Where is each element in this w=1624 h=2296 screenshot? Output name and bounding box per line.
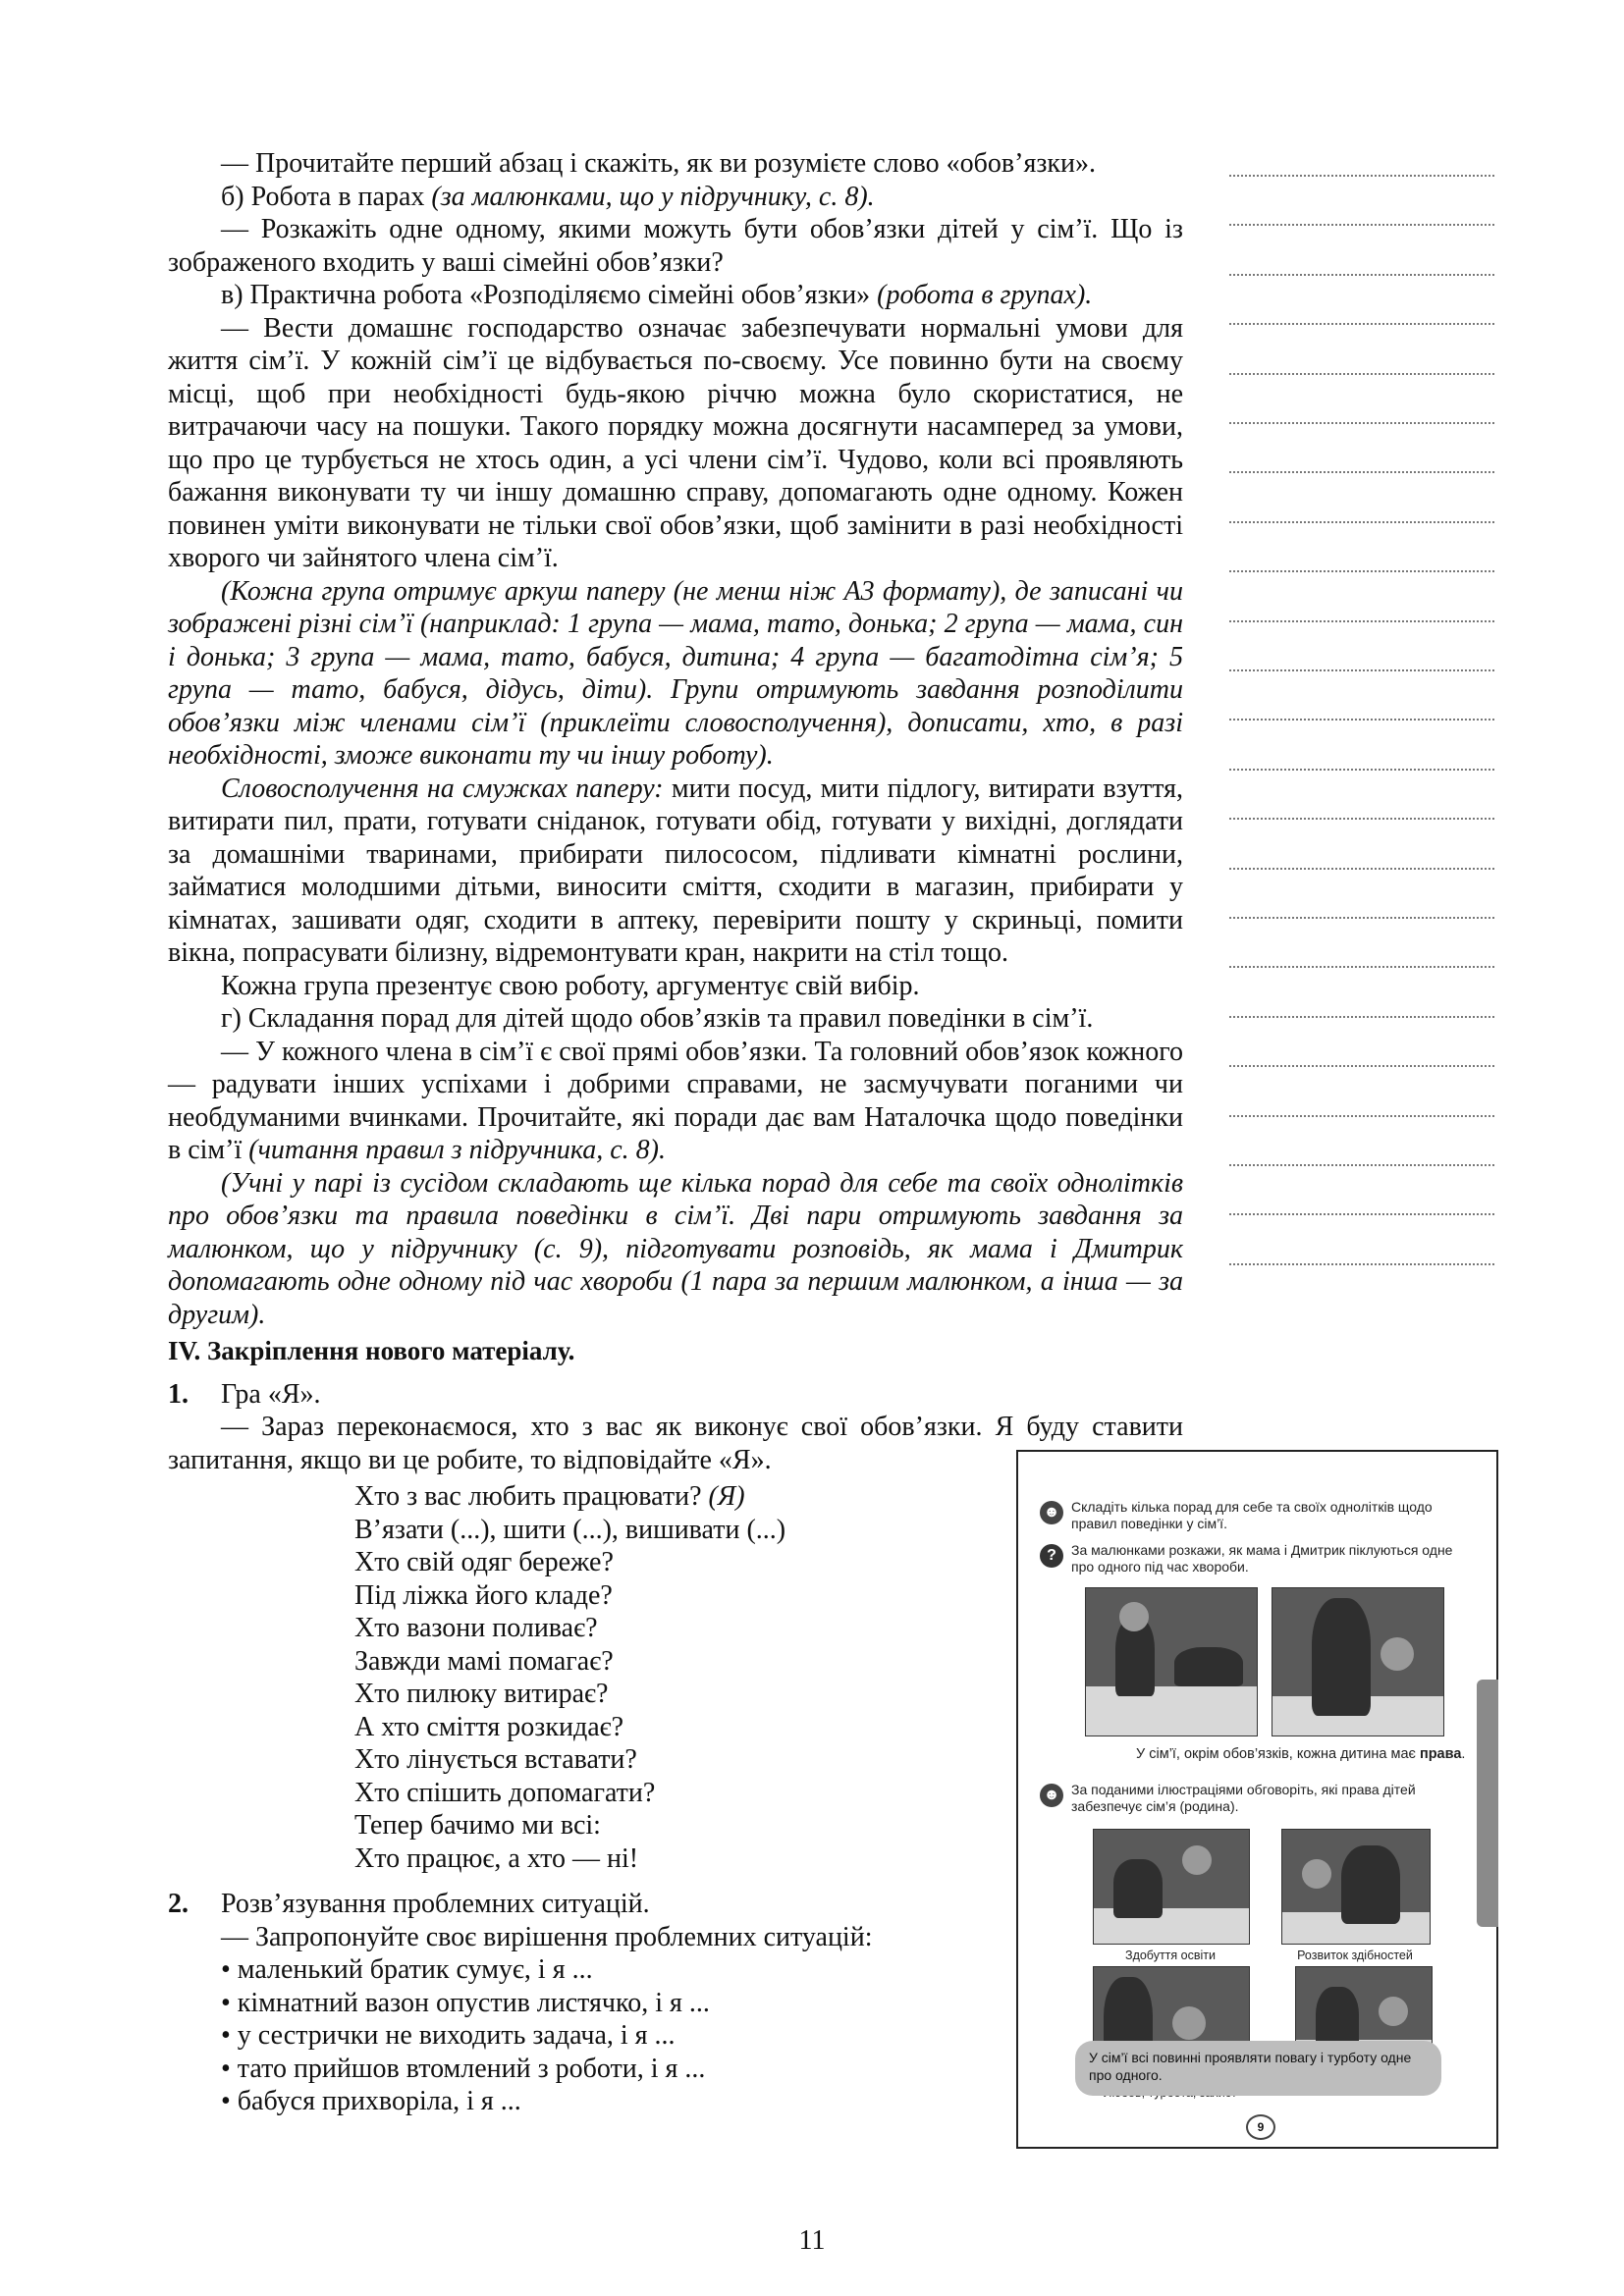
main-text-column xyxy=(168,147,1183,1476)
bullet-item: • у сестрички не виходить задача, і я ... xyxy=(221,2020,676,2051)
poem-line: Тепер бачимо ми всі: xyxy=(354,1810,601,1841)
bullet-item: • маленький братик сумує, і я ... xyxy=(221,1954,593,1985)
note-line xyxy=(1229,422,1494,424)
paragraph xyxy=(168,773,1183,970)
paragraph: — Розкажіть одне одному, якими можуть бути обов’язки дітей у сім’ї. Що із зображеного входить у ваші сімейні обов’язки? xyxy=(168,214,1183,278)
note-line xyxy=(1229,1213,1494,1215)
note-line xyxy=(1229,769,1494,771)
illustration-caption: Здобуття освіти xyxy=(1125,1949,1216,1962)
poem-text: Хто з вас любить працювати? xyxy=(354,1481,709,1512)
note-line xyxy=(1229,373,1494,375)
note-line xyxy=(1229,1016,1494,1018)
page-tab xyxy=(1477,1680,1498,1927)
illustration-development xyxy=(1281,1829,1431,1945)
text-run: У сім’ї, окрім обов’язків, кожна дитина має xyxy=(1136,1746,1420,1762)
note-line xyxy=(1229,620,1494,622)
item-number: 2. xyxy=(168,1889,189,1919)
section-heading: IV. Закріплення нового матеріалу. xyxy=(168,1336,575,1365)
task-text: За поданими ілюстраціями обговоріть, які права дітей забезпечує сім’я (родина). xyxy=(1071,1782,1416,1814)
note-line xyxy=(1229,1263,1494,1265)
paragraph: — Вести домашнє господарство означає забезпечувати нормальні умови для життя сім’ї. У кожній сім’ї це відбувається по-своєму. Усе повинно бути на своєму місці, щоб при необхідності будь-якою річчю можна було скористатися, не витрачаючи часу на пошуки. Такого порядку можна досягнути насамперед за умови, що про це турбується не хтось один, а усі члени сім’ї. Чудово, коли всі проявляють бажання виконувати ту чи іншу домашню справу, допомагають одне одному. Кожен повинен уміти виконувати не тільки свої обов’язки, щоб замінити в разі необхідності хворого чи зайнятого члена сім’ї. xyxy=(168,312,1183,573)
note-line xyxy=(1229,966,1494,968)
group-icon: ☻ xyxy=(1040,1501,1063,1524)
illustration-caring-mother xyxy=(1272,1587,1444,1736)
question-icon: ? xyxy=(1040,1544,1063,1568)
paragraph: — Прочитайте перший абзац і скажіть, як ви розумієте слово «обов’язки». xyxy=(221,148,1096,179)
bullet-item: • кімнатний вазон опустив листячко, і я ... xyxy=(221,1987,710,2018)
paragraph xyxy=(168,279,1183,312)
italic-text: (Учні у парі із сусідом складають ще кілька порад для себе та своїх однолітків про обов’язки та правила поведінки в сім’ї. Дві пари отримують завдання за малюнком, що у підручнику (с. 9), підготувати розповідь, як мама і Дмитрик допомагають одне одному під час хвороби (1 пара за першим малюнком, а інша — за другим). xyxy=(168,1167,1183,1330)
poem-line xyxy=(354,1480,983,1514)
illustration-sick-child xyxy=(1085,1587,1258,1736)
italic-text: (за малюнками, що у підручнику, с. 8). xyxy=(431,181,875,212)
text-run: в) Практична робота «Розподіляємо сімейні обов’язки» xyxy=(221,280,878,310)
item-number: 1. xyxy=(168,1378,189,1410)
paragraph xyxy=(168,1167,1183,1332)
note-line xyxy=(1229,274,1494,276)
bullet-item: • тато прийшов втомлений з роботи, і я ... xyxy=(221,2053,706,2084)
group-icon: ☻ xyxy=(1040,1784,1063,1807)
illustration-education xyxy=(1093,1829,1250,1945)
poem-line: Хто пилюку витирає? xyxy=(354,1679,609,1709)
bold-text: права xyxy=(1419,1746,1462,1762)
item-text: Гра «Я». xyxy=(221,1378,321,1410)
numbered-item xyxy=(168,1888,1012,1921)
note-line xyxy=(1229,471,1494,473)
poem-line: Хто лінується вставати? xyxy=(354,1744,637,1775)
poem-line: Під ліжка його кладе? xyxy=(354,1579,613,1611)
bullet-item: • бабуся прихворіла, і я ... xyxy=(221,2086,521,2116)
poem-line: Хто вазони поливає? xyxy=(354,1613,598,1643)
text-run: . xyxy=(1461,1746,1466,1762)
note-line xyxy=(1229,224,1494,226)
note-line xyxy=(1229,818,1494,820)
poem-line: В’язати (...), шити (...), вишивати (...) xyxy=(354,1514,786,1545)
task-text: Складіть кілька порад для себе та своїх однолітків щодо правил поведінки у сім’ї. xyxy=(1071,1499,1433,1531)
note-line xyxy=(1229,1115,1494,1117)
task-text: За малюнками розкажи, як мама і Дмитрик піклуються одне про одного під час хвороби. xyxy=(1071,1542,1453,1575)
note-line xyxy=(1229,868,1494,870)
text-run: мити посуд, мити підлогу, витирати взуття, витирати пил, прати, готувати сніданок, готувати обід, готувати у вихідні, доглядати за домашніми тваринами, прибирати пилососом, підливати кімнатні рослини, займатися молодшими дітьми, виносити сміття, сходити в магазин, прибирати у кімнатах, зашивати одяг, сходити в аптеку, перевірити пошту у скриньці, помити вікна, попрасувати білизну, відремонтувати кран, накрити на стіл тощо. xyxy=(168,773,1184,968)
note-line xyxy=(1229,570,1494,572)
textbook-page-insert xyxy=(1016,1450,1498,2149)
paragraph: — Запропонуйте своє вирішення проблемних ситуацій: xyxy=(221,1921,873,1952)
conclusion-bubble: У сім’ї всі повинні проявляти повагу і турботу одне про одного. xyxy=(1075,2041,1441,2096)
poem-line: Хто працює, а хто — ні! xyxy=(354,1842,639,1874)
paragraph xyxy=(168,1036,1183,1167)
note-line xyxy=(1229,1065,1494,1067)
note-line xyxy=(1229,175,1494,177)
page-number: 11 xyxy=(798,2225,826,2256)
paragraph xyxy=(168,181,1183,214)
poem-line: Хто спішить допомагати? xyxy=(354,1777,656,1808)
poem-line: Хто свій одяг береже? xyxy=(354,1547,614,1577)
poem-answer: (Я) xyxy=(708,1481,745,1512)
italic-text: (Кожна група отримує аркуш паперу (не менш ніж А3 формату), де записані чи зображені різні сім’ї (наприклад: 1 група — мама, тато, донька; 2 група — мама, син і донька; 3 група — мама, тато, бабуся, дитина; 4 група — багатодітна сім’я; 5 група — тато, бабуся, дідусь, діти). Групи отримують завдання розподілити обов’язки між членами сім’ї (приклеїти словосполучення), дописати, хто, в разі необхідності, зможе виконати ту чи іншу роботу). xyxy=(168,575,1183,771)
paragraph xyxy=(168,575,1183,773)
item-text: Розв’язування проблемних ситуацій. xyxy=(221,1889,650,1919)
note-line xyxy=(1229,917,1494,919)
text-run: — У кожного члена в сім’ї є свої прямі обов’язки. Та головний обов’язок кожного — радувати інших успіхами і добрими справами, не засмучувати поганими чи необдуманими вчинками. Прочитайте, які поради дає вам Наталочка щодо поведінки в сім’ї xyxy=(168,1036,1183,1165)
poem-line: А хто сміття розкидає? xyxy=(354,1711,624,1742)
text-run: б) Робота в парах xyxy=(221,181,432,212)
italic-text: (робота в групах). xyxy=(877,280,1093,310)
poem-line: Завжди мамі помагає? xyxy=(354,1645,614,1677)
note-line xyxy=(1229,669,1494,671)
note-line xyxy=(1229,521,1494,523)
textbook-page-number: 9 xyxy=(1246,2114,1275,2140)
italic-text: Словосполучення на смужках паперу: xyxy=(221,773,664,804)
rights-statement xyxy=(1136,1746,1465,1762)
paragraph: г) Складання порад для дітей щодо обов’язків та правил поведінки в сім’ї. xyxy=(221,1003,1094,1034)
problem-situations xyxy=(168,1888,1012,2118)
paragraph: — Зараз переконаємося, хто з вас як виконує свої обов’язки. Я буду ставити запитання, якщо ви це робите, то відповідайте «Я». xyxy=(168,1412,1183,1475)
paragraph: Кожна група презентує свою роботу, аргументує свій вибір. xyxy=(221,970,920,1001)
note-line xyxy=(1229,719,1494,721)
italic-text: (читання правил з підручника, с. 8). xyxy=(248,1135,666,1165)
numbered-item xyxy=(168,1378,1183,1412)
poem xyxy=(354,1480,983,1875)
illustration-caption: Розвиток здібностей xyxy=(1297,1949,1413,1962)
note-line xyxy=(1229,323,1494,325)
note-line xyxy=(1229,1164,1494,1166)
